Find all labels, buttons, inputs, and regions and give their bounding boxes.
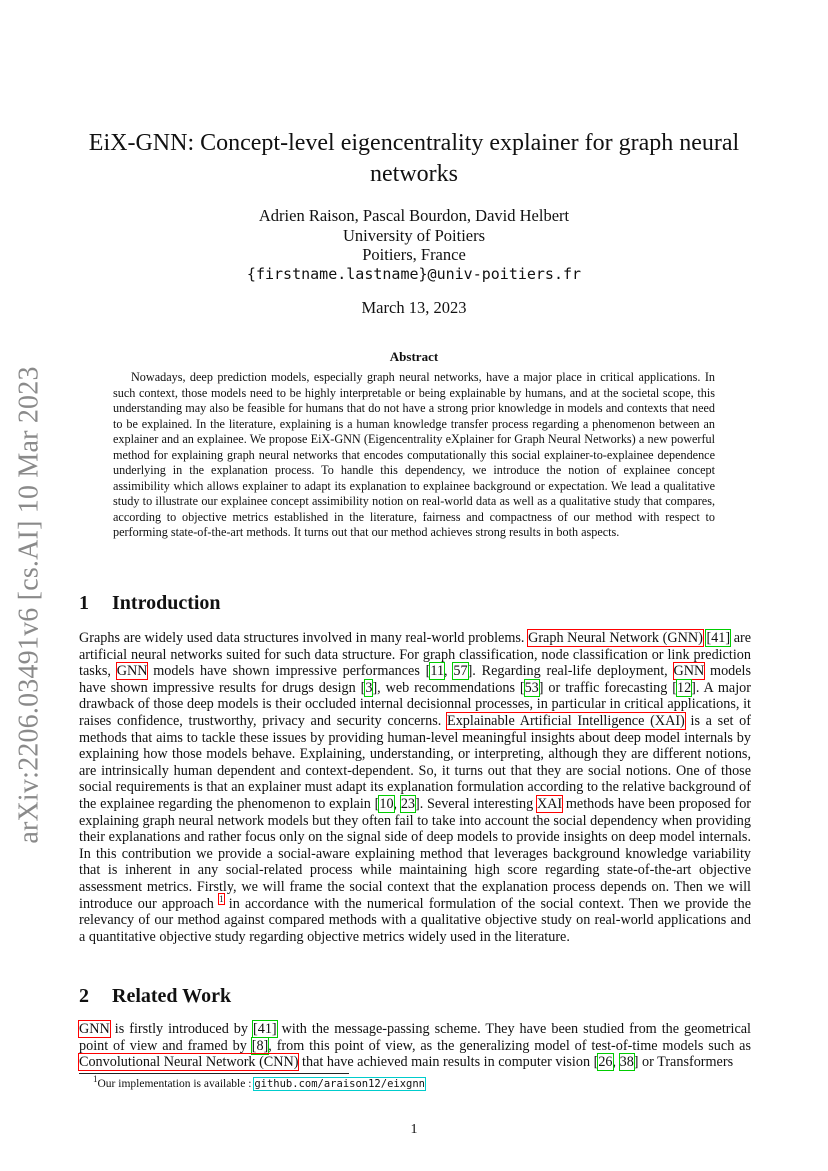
abstract-heading: Abstract (389, 349, 439, 364)
footnote-text: Our implementation is available : (97, 1078, 255, 1090)
acronym-link-gnn[interactable]: GNN (79, 1021, 110, 1037)
citation-link[interactable]: 12 (676, 679, 692, 696)
section-title: Related Work (112, 985, 232, 1007)
repository-link[interactable]: github.com/araison12/eixgnn (254, 1078, 425, 1090)
footnote (93, 1074, 425, 1090)
arxiv-stamp: arXiv:2206.03491v6 [cs.AI] 10 Mar 2023 (14, 366, 45, 844)
citation-link[interactable]: 11 (430, 663, 445, 680)
acronym-link-cnn[interactable]: Convolutional Neural Network (CNN) (79, 1054, 299, 1071)
location: Poitiers, France (362, 245, 466, 264)
section-number: 2 (79, 985, 89, 1007)
acronym-link-gnn[interactable]: GNN (116, 663, 148, 680)
section-title: Introduction (112, 592, 221, 614)
citation-link[interactable]: [8] (251, 1037, 269, 1054)
acronym-link-gnn[interactable]: GNN (673, 663, 705, 680)
related-work-paragraph: GNN is firstly introduced by [41] with the message-passing scheme. They have been studied from the geometrical point of view and framed by [8], from this point of view, as the generalizing model of test-of-time models such as Convolutional Neural Network (CNN) that have achieved main results in computer vision [26, 38] or Transformers (79, 1021, 752, 1071)
section-related-work-heading (79, 985, 231, 1008)
section-introduction-heading (79, 592, 221, 615)
abstract-text: Nowadays, deep prediction models, especially graph neural networks, have a major place in critical applications. In such context, those models need to be highly interpretable or being explainable by humans, and at the societal scope, this understanding may also be feasible for humans that do not have a strong prior knowledge in models and contexts that need to be explained. In the literature, explaining is a human knowledge transfer process regarding a phenomenon between an explainer and an explainee. We propose EiX-GNN (Eigencentrality eXplainer for Graph Neural Networks) a new powerful method for explaining graph neural networks that encodes computationally this social explainer-to-explainee dependence underlying in the explanation process. To handle this dependency, we introduce the notion of explainee concept assimibility which allows explainer to adapt its explanation to explainee background or expectation. We lead a qualitative study to illustrate our explainee concept assimibility notion on real-world data as well as a qualitative study that compares, according to objective metrics established in the literature, fairness and compactness of our method with respect to performing state-of-the-art methods. It turns out that our method achieves strong results in both aspects. (113, 370, 715, 539)
affiliation: University of Poitiers (342, 225, 486, 245)
introduction-paragraph: Graphs are widely used data structures involved in many real-world problems. Graph Neural Network (GNN) [41] are artificial neural networks suited for such data structure. For graph classification, node classification or link prediction tasks, GNN models have shown impressive performances [11, 57]. Regarding real-life deployment, GNN models have shown impressive results for drugs design [3], web recommendations [53] or traffic forecasting [12]. A major drawback of those deep models is their occluded internal decisionnal processes, in particular in critical applications, it raises confidence, trustworthy, privacy and security concerns. Explainable Artificial Intelligence (XAI) is a set of methods that aims to tackle these issues by providing human-level meaningful insights about deep model internals by explaining how those models behave. Explaining, understanding, or interpreting, although they are different notions, are intrinsically human dependent and context-dependent. So, it turns out that they are social notions. One of those social requirements is that an explainer must adapt its explanation formulation according to the relative background of the explainee regarding the phenomenon to explain [10, 23]. Several interesting XAI methods have been proposed for explaining graph neural network models but they often fail to take into account the social dependency when providing their explanations and rather focus only on the signal side of deep models to provide insights on deep model internals. In this contribution we provide a social-aware explaining method that leverages background knowledge variability that is inherent in any social-related process while maintaining high score regarding state-of-the-art objective assessment metrics. Firstly, we will frame the social context that the explanation process depends on. Then we will introduce our approach $^1$ in accordance with the numerical formulation of the social context. Then we provide the relevancy of our method against compared methods with a qualitative objective study on real-world applications and a quantitative objective study regarding objective metrics widely used in the literature. (79, 630, 752, 945)
citation-link[interactable]: 10 (379, 795, 394, 812)
author-names: Adrien Raison, Pascal Bourdon, David Helbert (258, 206, 570, 225)
citation-link[interactable]: [41] (253, 1021, 277, 1037)
email: {firstname.lastname}@univ-poitiers.fr (246, 264, 582, 283)
footnote-divider (79, 1073, 349, 1074)
footnote-link[interactable]: 1 (219, 893, 224, 904)
author-block (60, 206, 768, 284)
citation-link[interactable]: 26 (598, 1054, 613, 1071)
citation-link[interactable]: 53 (524, 679, 539, 696)
citation-link[interactable]: 3 (365, 679, 373, 696)
page-number: 1 (410, 1122, 418, 1137)
section-number: 1 (79, 592, 89, 614)
acronym-link-xai[interactable]: XAI (536, 795, 563, 812)
citation-link[interactable]: 38 (619, 1054, 634, 1071)
acronym-link-xai[interactable]: Explainable Artificial Intelligence (XAI) (447, 712, 685, 729)
citation-link[interactable]: 23 (400, 795, 416, 812)
citation-link[interactable]: 57 (453, 663, 468, 680)
acronym-link-gnn[interactable]: Graph Neural Network (GNN) (528, 630, 703, 646)
paper-title: EiX-GNN: Concept-level eigencentrality explainer for graph neural networks (88, 130, 740, 187)
citation-link[interactable]: [41] (706, 630, 731, 646)
footnote-mark: 1 (93, 1074, 98, 1085)
paper-date: March 13, 2023 (361, 298, 467, 317)
